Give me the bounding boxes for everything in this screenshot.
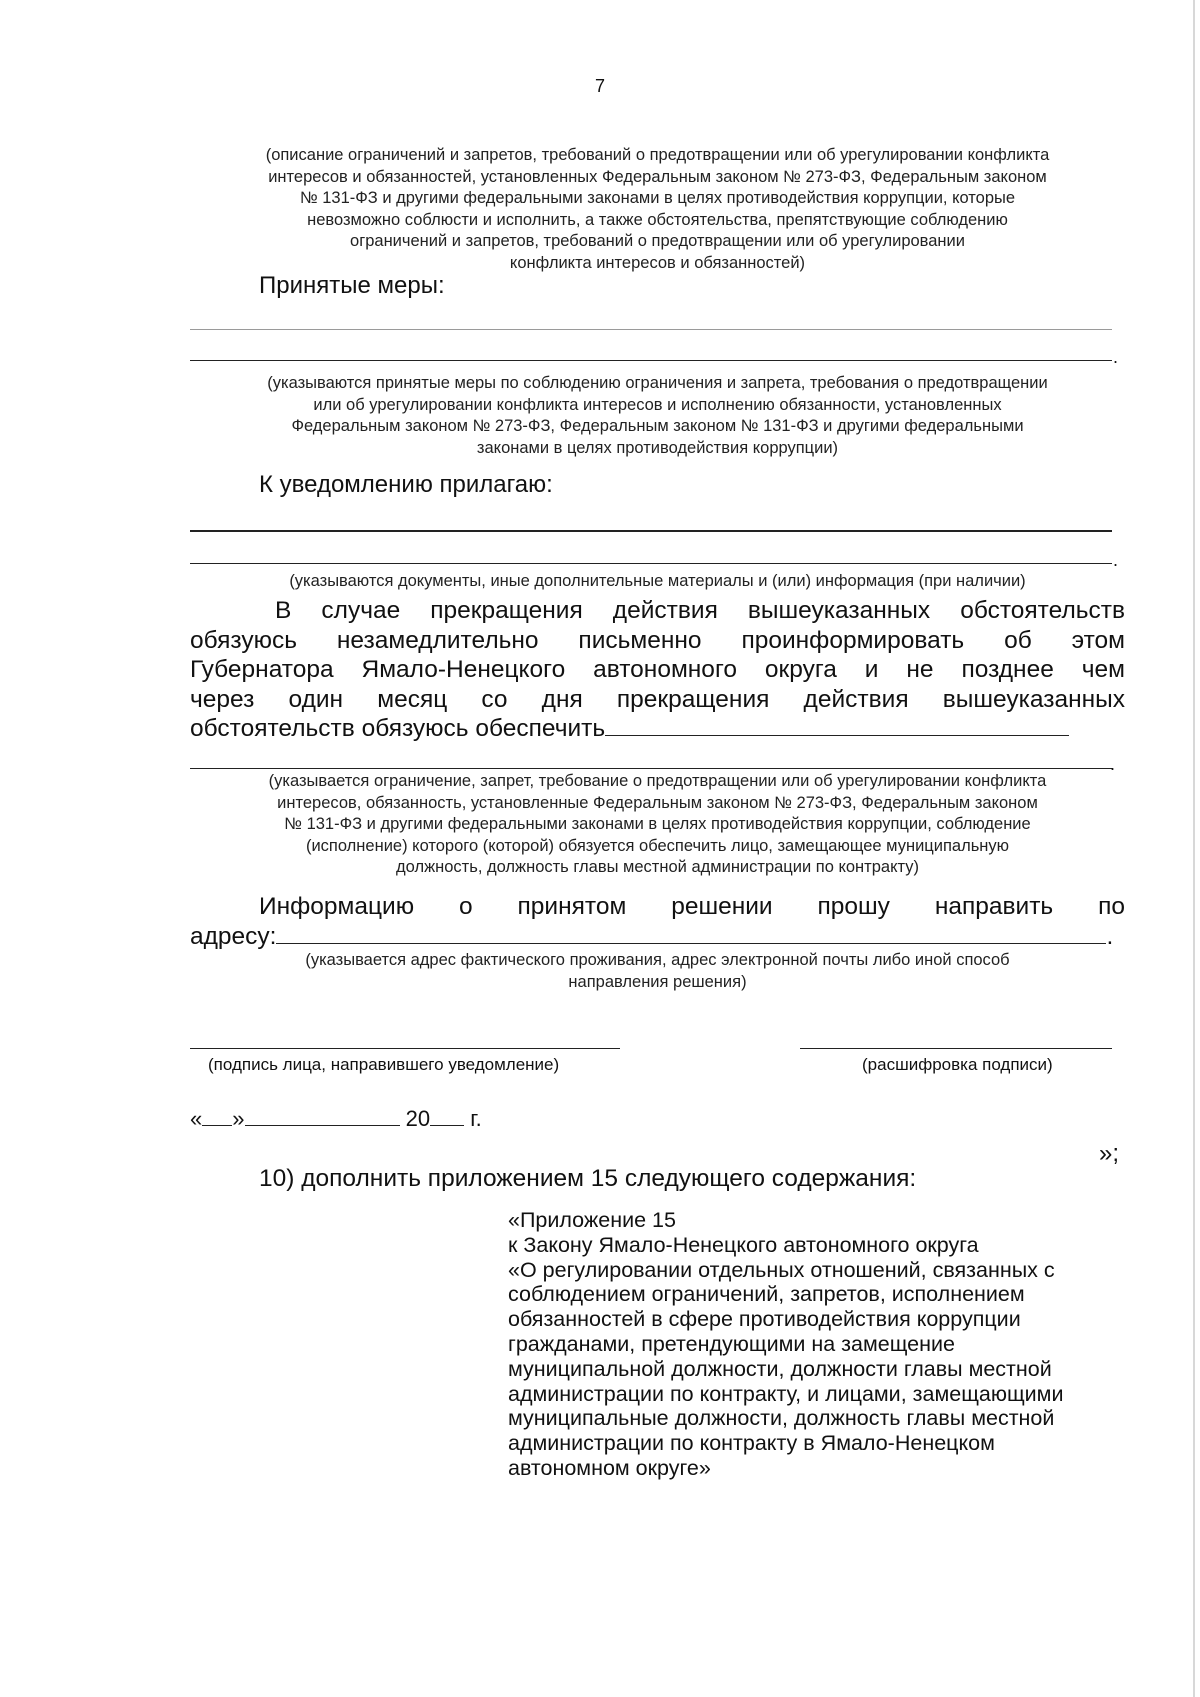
fill-line-attach-2: [190, 563, 1112, 564]
note-measures: (указываются принятые меры по соблюдению ограничения и запрета, требования о предотвращении или об урегулировании конфликта интересов и исполнению обязанности, установленных Федеральным законом № 273-ФЗ, Федеральным законом № 131-ФЗ и другими федеральными законами в целях противодействия коррупции): [267, 374, 1048, 457]
note-obligation: (указывается ограничение, запрет, требование о предотвращении или об урегулировании конфликта интересов, обязанность, установленные Федеральным законом № 273-ФЗ, Федеральным законом № 131-ФЗ и другими федеральными законами в целях противодействия коррупции, соблюдение (исполнение) которого (которой) обязуется обеспечить лицо, замещающее муниципальную должность, должность главы местной администрации по контракту): [268, 772, 1047, 876]
note-attach: (указываются документы, иные дополнительные материалы и (или) информация (при наличии): [289, 572, 1026, 590]
signature-line: [190, 1048, 620, 1049]
end-quote: »;: [1099, 1140, 1120, 1167]
fill-line-measures-2: [190, 360, 1112, 361]
fill-line-address: [276, 925, 1106, 944]
page-number: 7: [594, 76, 605, 96]
note-restrictions: (описание ограничений и запретов, требований о предотвращении или об урегулировании конфликта интересов и обязанностей, установленных Федеральным законом № 273-ФЗ, Федеральным законом № 131-ФЗ и другими федеральными законами в целях противодействия коррупции, которые невозможно соблюсти и исполнить, а также обстоятельства, препятствующие соблюдению ограничений и запретов, требований о предотвращении или об урегулировании конфликта интересов и обязанностей): [265, 146, 1050, 272]
year-field: [430, 1107, 464, 1126]
heading-measures: Принятые меры:: [259, 272, 445, 299]
signature-label: (подпись лица, направившего уведомление): [208, 1055, 560, 1074]
signature-decode-line: [800, 1048, 1112, 1049]
period: .: [1110, 754, 1116, 774]
note-address: (указывается адрес фактического проживания, адрес электронной почты либо иной способ направления решения): [305, 951, 1010, 991]
period: .: [1113, 347, 1119, 367]
obligation-paragraph: В случае прекращения действия вышеуказанных обстоятельств обязуюсь незамедлительно письменно проинформировать об этом Губернатора Ямало-Ненецкого автономного округа и не позднее чем через один месяц со дня прекращения действия вышеуказанных обстоятельств обязуюсь обеспечить: [190, 597, 1125, 742]
fill-line-attach-1: [190, 530, 1112, 532]
month-field: [245, 1107, 400, 1126]
period: .: [1113, 550, 1119, 570]
fill-line-obligation-2: [190, 768, 1112, 769]
heading-attach: К уведомлению прилагаю:: [259, 471, 553, 498]
day-field: [202, 1107, 232, 1126]
date-line: « » 20 г.: [190, 1106, 482, 1131]
info-request: Информацию о принятом решении прошу направить по адресу: .: [190, 893, 1125, 950]
item-10: 10) дополнить приложением 15 следующего содержания:: [259, 1165, 917, 1192]
fill-line-measures-1: [190, 329, 1112, 330]
signature-decode-label: (расшифровка подписи): [862, 1055, 1053, 1074]
appendix-header: «Приложение 15 к Закону Ямало-Ненецкого автономного округа «О регулировании отдельных отношений, связанных с соблюдением ограничений, запретов, исполнением обязанностей в сфере противодействия коррупции гражданами, претендующими на замещение муниципальной должности, должности главы местной администрации по контракту, и лицами, замещающими муниципальные должности, должность главы местной администрации по контракту в Ямало-Ненецком автономном округе»: [508, 1208, 1064, 1480]
scan-edge: [1193, 0, 1195, 1697]
fill-line-obligation: [605, 717, 1069, 736]
